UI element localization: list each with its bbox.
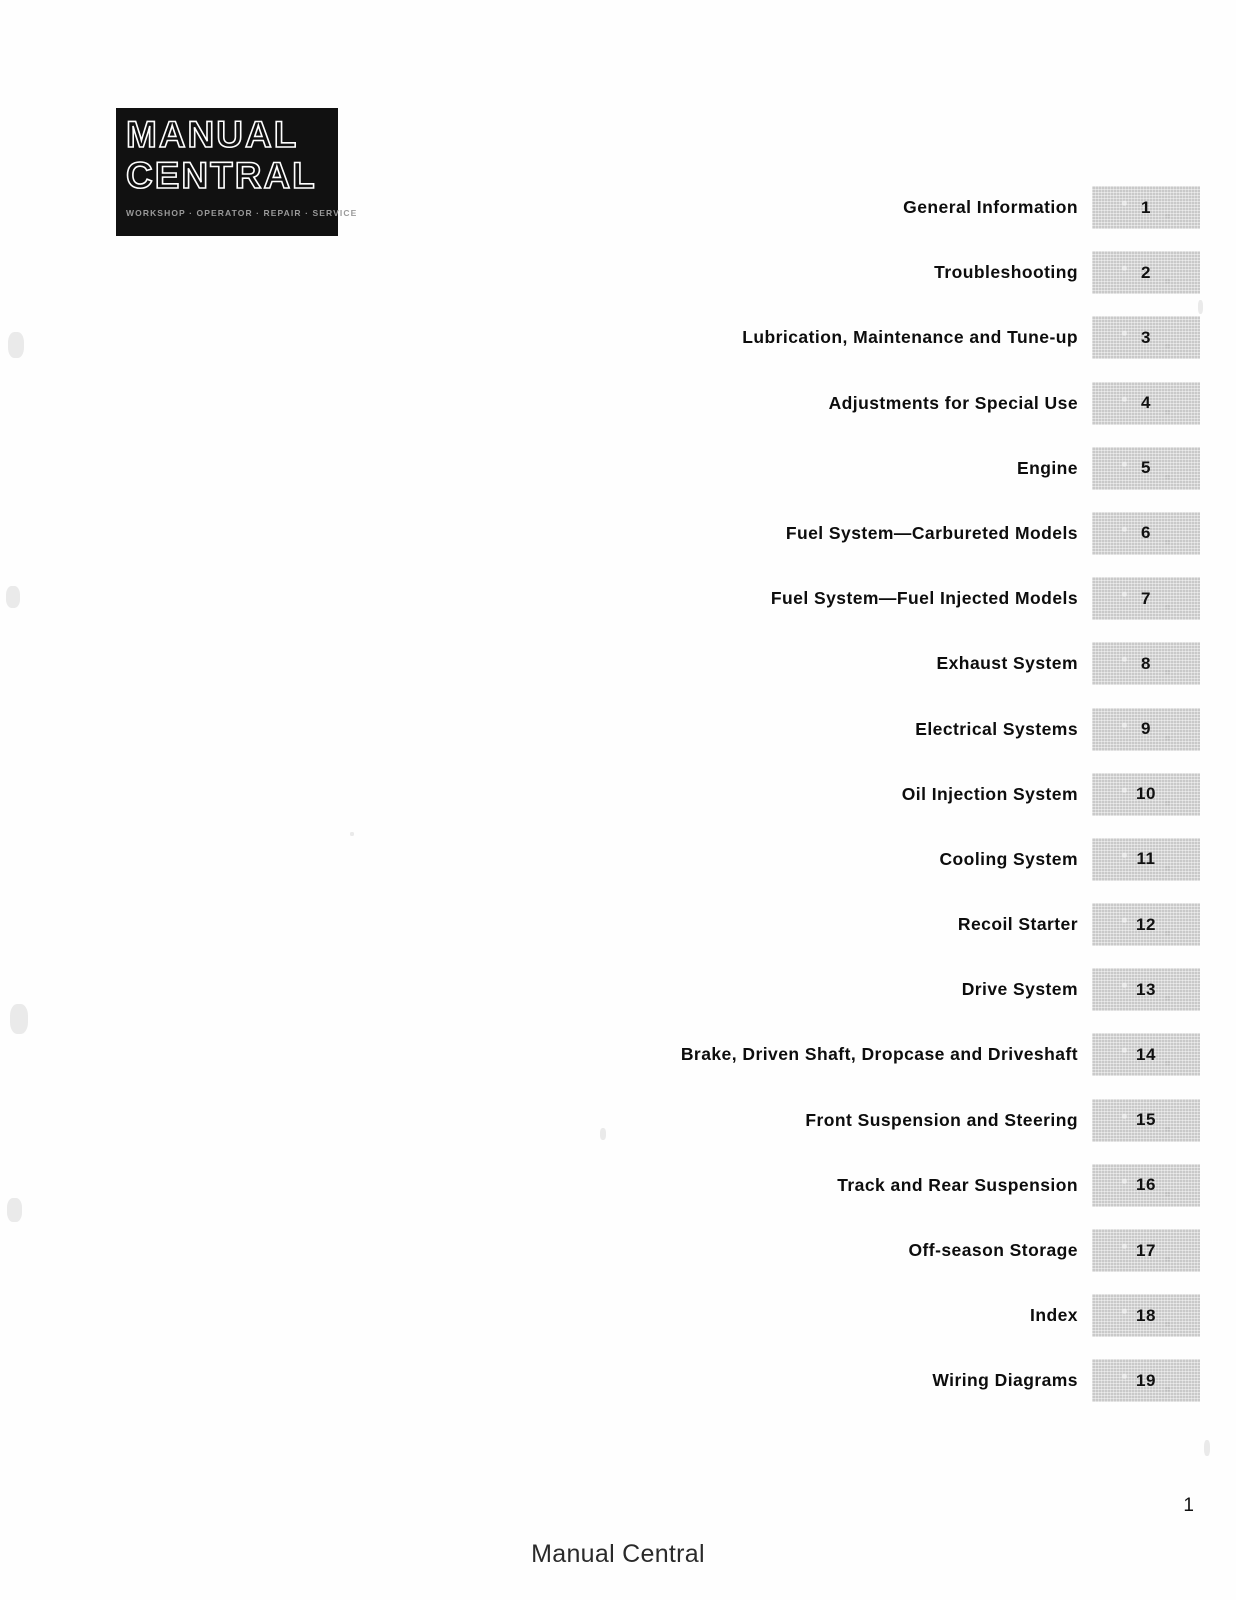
chapter-title: Track and Rear Suspension <box>837 1174 1078 1195</box>
chapter-number: 8 <box>1141 653 1151 673</box>
chapter-number: 18 <box>1136 1305 1156 1325</box>
chapter-tab[interactable] <box>1092 577 1200 620</box>
chapter-index-row[interactable] <box>120 512 1200 555</box>
chapter-tab[interactable] <box>1092 1294 1200 1337</box>
chapter-tab[interactable] <box>1092 1229 1200 1272</box>
chapter-title: Cooling System <box>939 848 1078 869</box>
chapter-index-row[interactable] <box>120 186 1200 229</box>
chapter-index-row[interactable] <box>120 773 1200 816</box>
chapter-tab[interactable] <box>1092 1033 1200 1076</box>
chapter-index-row[interactable] <box>120 1359 1200 1402</box>
chapter-tab[interactable] <box>1092 838 1200 881</box>
chapter-number: 9 <box>1141 719 1151 738</box>
logo-line-2: CENTRAL <box>126 155 317 196</box>
chapter-tab[interactable] <box>1092 1164 1200 1207</box>
chapter-number: 13 <box>1136 979 1156 999</box>
chapter-title: Adjustments for Special Use <box>828 392 1078 413</box>
chapter-tab[interactable] <box>1092 512 1200 555</box>
chapter-title: Troubleshooting <box>934 262 1078 283</box>
chapter-number: 6 <box>1141 523 1151 543</box>
chapter-tab[interactable] <box>1092 316 1200 359</box>
chapter-index-row[interactable] <box>120 1099 1200 1142</box>
chapter-number: 7 <box>1141 588 1151 608</box>
chapter-number: 17 <box>1136 1240 1156 1260</box>
chapter-index-row[interactable] <box>120 708 1200 751</box>
chapter-index-row[interactable] <box>120 316 1200 359</box>
chapter-tab[interactable] <box>1092 708 1200 751</box>
chapter-number: 19 <box>1136 1370 1156 1390</box>
chapter-tab[interactable] <box>1092 642 1200 685</box>
chapter-number: 3 <box>1141 327 1151 347</box>
chapter-title: General Information <box>903 197 1078 217</box>
chapter-title: Off-season Storage <box>908 1240 1078 1260</box>
footer-brand: Manual Central <box>531 1540 705 1568</box>
chapter-number: 14 <box>1136 1044 1156 1064</box>
chapter-number: 1 <box>1141 197 1151 217</box>
chapter-number: 4 <box>1141 393 1151 413</box>
chapter-index-row[interactable] <box>120 838 1200 881</box>
chapter-index-row[interactable] <box>120 382 1200 425</box>
chapter-title: Recoil Starter <box>957 914 1078 935</box>
logo-tagline: WORKSHOP · OPERATOR · REPAIR · SERVICE <box>126 208 358 218</box>
logo-line-1: MANUAL <box>126 114 299 155</box>
chapter-tab[interactable] <box>1092 251 1200 294</box>
chapter-index-row[interactable] <box>120 1229 1200 1272</box>
chapter-tab[interactable] <box>1092 903 1200 946</box>
chapter-tab[interactable] <box>1092 447 1200 490</box>
chapter-index-row[interactable] <box>120 1294 1200 1337</box>
chapter-title: Fuel System—Carbureted Models <box>785 522 1078 543</box>
chapter-index-row[interactable] <box>120 903 1200 946</box>
chapter-title: Fuel System—Fuel Injected Models <box>770 588 1078 609</box>
chapter-number: 5 <box>1141 458 1151 478</box>
chapter-tab[interactable] <box>1092 382 1200 425</box>
chapter-tab[interactable] <box>1092 1359 1200 1402</box>
chapter-number: 15 <box>1136 1110 1156 1130</box>
chapter-title: Index <box>1030 1305 1078 1326</box>
chapter-index-row[interactable] <box>120 968 1200 1011</box>
chapter-index-row[interactable] <box>120 1033 1200 1076</box>
chapter-title: Wiring Diagrams <box>932 1370 1078 1391</box>
chapter-tab[interactable] <box>1092 1099 1200 1142</box>
chapter-number: 12 <box>1136 914 1156 934</box>
chapter-title: Oil Injection System <box>901 783 1078 804</box>
chapter-tab[interactable] <box>1092 773 1200 816</box>
chapter-index-row[interactable] <box>120 251 1200 294</box>
page-number: 1 <box>1183 1495 1194 1516</box>
chapter-tab[interactable] <box>1092 968 1200 1011</box>
chapter-title: Electrical Systems <box>915 718 1078 739</box>
chapter-index-list <box>120 186 1200 1425</box>
chapter-index-row[interactable] <box>120 577 1200 620</box>
chapter-index-row[interactable] <box>120 447 1200 490</box>
chapter-title: Exhaust System <box>936 653 1078 674</box>
chapter-index-row[interactable] <box>120 1164 1200 1207</box>
chapter-tab[interactable] <box>1092 186 1200 229</box>
chapter-title: Drive System <box>961 979 1078 1000</box>
chapter-number: 16 <box>1136 1175 1156 1195</box>
chapter-number: 10 <box>1136 784 1156 804</box>
chapter-number: 11 <box>1136 849 1156 869</box>
chapter-title: Engine <box>1016 457 1078 478</box>
chapter-title: Front Suspension and Steering <box>805 1109 1078 1130</box>
chapter-index-row[interactable] <box>120 642 1200 685</box>
chapter-title: Lubrication, Maintenance and Tune-up <box>742 327 1078 348</box>
chapter-title: Brake, Driven Shaft, Dropcase and Driveshaft <box>680 1044 1078 1065</box>
chapter-number: 2 <box>1141 262 1151 282</box>
